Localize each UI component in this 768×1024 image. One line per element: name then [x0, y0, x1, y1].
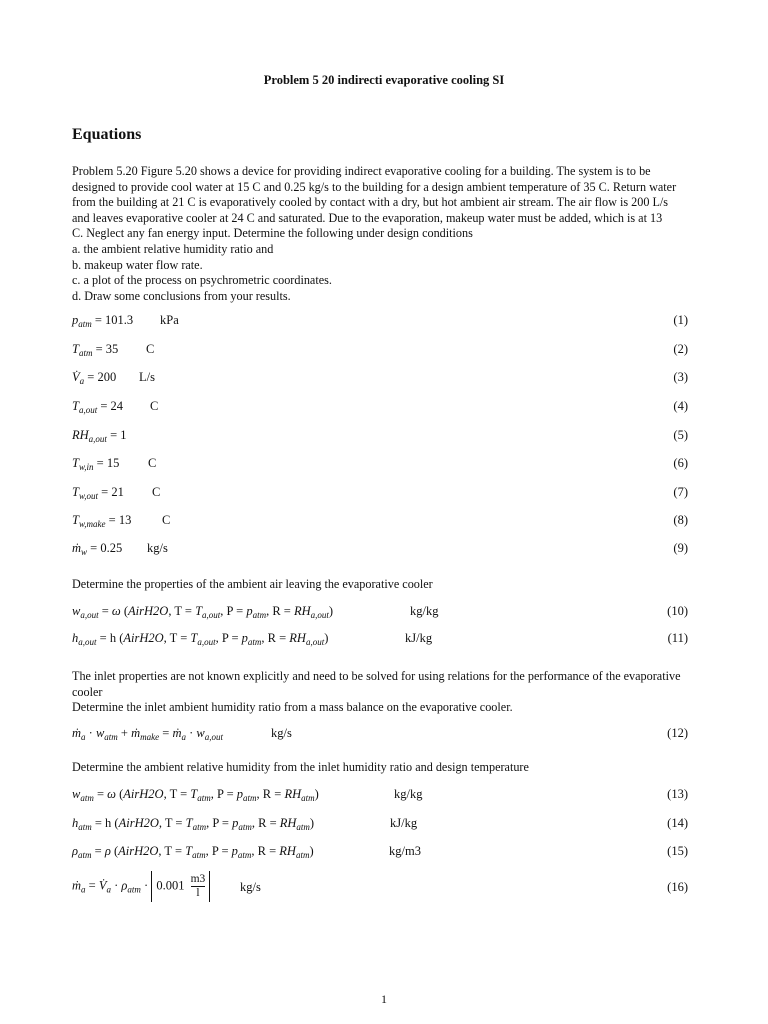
problem-line: c. a plot of the process on psychrometric coordinates. — [72, 273, 332, 288]
equation-unit: C — [148, 456, 157, 470]
equation-number: (8) — [673, 513, 688, 527]
equation-6 — [72, 456, 688, 474]
equation-3 — [72, 370, 688, 388]
paragraph-line: The inlet properties are not known explicitly and need to be solved for using relations for the performance of the evaporative — [72, 669, 681, 683]
equation-number: (6) — [673, 456, 688, 470]
equation-14 — [72, 816, 688, 834]
page-number: 1 — [381, 992, 387, 1006]
equation-unit: kg/s — [271, 726, 292, 740]
document-title: Problem 5 20 indirecti evaporative cooling SI — [263, 73, 505, 87]
equation-expression: $T_{w,make} = 13$ — [72, 513, 132, 529]
equation-unit: C — [162, 513, 171, 527]
equation-5 — [72, 428, 688, 446]
equation-16 — [72, 871, 688, 905]
equation-expression: $h_{a,out} = h$ (AirH2O, $T = T_{a,out}$, $P = p_{atm}$, $R = RH_{a,out}$) — [72, 631, 329, 647]
equation-10 — [72, 604, 688, 622]
paragraph-line: Determine the ambient relative humidity from the inlet humidity ratio and design temperature — [72, 760, 529, 774]
equation-expression: $T_{w,out} = 21$ — [72, 485, 124, 501]
equation-8 — [72, 513, 688, 531]
problem-line: d. Draw some conclusions from your results. — [72, 288, 291, 303]
paragraph-ambient-rh — [72, 760, 688, 776]
problem-statement — [72, 164, 688, 304]
problem-line: designed to provide cool water at 15 C and 0.25 kg/s to the building for a design ambient temperature of 35 C. Return water — [72, 179, 677, 194]
equation-expression: $T_{a,out} = 24$ — [72, 399, 124, 415]
problem-line: from the building at 21 C is evaporatively cooled by contact with a dry, but hot ambient air stream. The air flow is 200 L/s — [72, 195, 669, 210]
equation-expression: $ṁ_w = 0.25$ — [72, 541, 123, 557]
equation-unit: C — [150, 399, 159, 413]
equation-unit: L/s — [139, 370, 155, 384]
equation-expression: $ṁ_a \cdot w_{atm}$ + $ṁ_{make}$ = $ṁ_a \cdot w_{a,out}$ — [72, 726, 224, 742]
paragraph-line: Determine the inlet ambient humidity ratio from a mass balance on the evaporative cooler. — [72, 700, 513, 715]
equation-expression: $\rho_{atm} = \rho$ (AirH2O, $T = T_{atm}$, $P = p_{atm}$, $R = RH_{atm}$) — [72, 844, 314, 860]
equation-unit: kPa — [160, 313, 179, 327]
equation-1 — [72, 313, 688, 331]
equation-unit: kg/s — [147, 541, 168, 555]
equation-expression: $V̇_a = 200$ — [72, 370, 117, 386]
equation-number: (14) — [667, 816, 688, 830]
problem-line: C. Neglect any fan energy input. Determine the following under design conditions — [72, 226, 473, 241]
equation-expression: $ṁ_a$ = $V̇_a \cdot \rho_{atm} \cdot 0.001$ $\frac{m3}{l}$ — [72, 871, 210, 902]
problem-line: and leaves evaporative cooler at 24 C and saturated. Due to the evaporation, makeup water must be added, which is at 13 — [72, 210, 663, 225]
equation-number: (9) — [673, 541, 688, 555]
equation-expression: $RH_{a,out} = 1$ — [72, 428, 127, 444]
paragraph-inlet-properties — [72, 669, 688, 716]
equation-expression: $h_{atm} = h$ (AirH2O, $T = T_{atm}$, $P = p_{atm}$, $R = RH_{atm}$) — [72, 816, 315, 832]
conversion-factor: 0.001 $\frac{m3}{l}$ — [151, 871, 210, 902]
equation-unit: kg/m3 — [389, 844, 421, 858]
equation-expression: $w_{a,out} = \omega$ (AirH2O, $T = T_{a,out}$, $P = p_{atm}$, $R = RH_{a,out}$) — [72, 604, 334, 620]
equation-15 — [72, 844, 688, 862]
problem-line: b. makeup water flow rate. — [72, 257, 203, 272]
equation-unit: kJ/kg — [405, 631, 433, 645]
equation-expression: $p_{atm} = 101.3$ — [72, 313, 134, 329]
equation-13 — [72, 787, 688, 805]
equation-number: (7) — [673, 485, 688, 499]
equation-unit: kg/kg — [410, 604, 439, 618]
paragraph-line: cooler — [72, 684, 103, 699]
equation-number: (3) — [673, 370, 688, 384]
equation-expression: $w_{atm} = \omega$ (AirH2O, $T = T_{atm}$, $P = p_{atm}$, $R = RH_{atm}$) — [72, 787, 319, 803]
equation-number: (5) — [673, 428, 688, 442]
paragraph-line: Determine the properties of the ambient air leaving the evaporative cooler — [72, 577, 433, 591]
problem-line: Problem 5.20 Figure 5.20 shows a device for providing indirect evaporative cooling for a building. The system is to be — [72, 164, 651, 178]
equation-number: (16) — [667, 880, 688, 894]
equation-11 — [72, 631, 688, 649]
equation-unit: C — [146, 342, 155, 356]
equation-7 — [72, 485, 688, 503]
equation-number: (4) — [673, 399, 688, 413]
equation-2 — [72, 342, 688, 360]
equation-9 — [72, 541, 688, 559]
equation-number: (12) — [667, 726, 688, 740]
equation-unit: C — [152, 485, 161, 499]
equation-expression: $T_{atm} = 35$ — [72, 342, 119, 358]
equation-unit: kJ/kg — [390, 816, 418, 830]
equation-number: (1) — [673, 313, 688, 327]
equation-number: (10) — [667, 604, 688, 618]
paragraph-properties-leaving — [72, 577, 688, 593]
equation-12 — [72, 726, 688, 744]
equation-number: (11) — [667, 631, 688, 645]
equation-4 — [72, 399, 688, 417]
equation-number: (15) — [667, 844, 688, 858]
section-heading: Equations — [72, 126, 142, 143]
equation-number: (2) — [673, 342, 688, 356]
equation-number: (13) — [667, 787, 688, 801]
equation-expression: $T_{w,in} = 15$ — [72, 456, 120, 472]
problem-line: a. the ambient relative humidity ratio and — [72, 241, 274, 256]
equation-unit: kg/kg — [394, 787, 423, 801]
equation-unit: kg/s — [240, 880, 261, 894]
